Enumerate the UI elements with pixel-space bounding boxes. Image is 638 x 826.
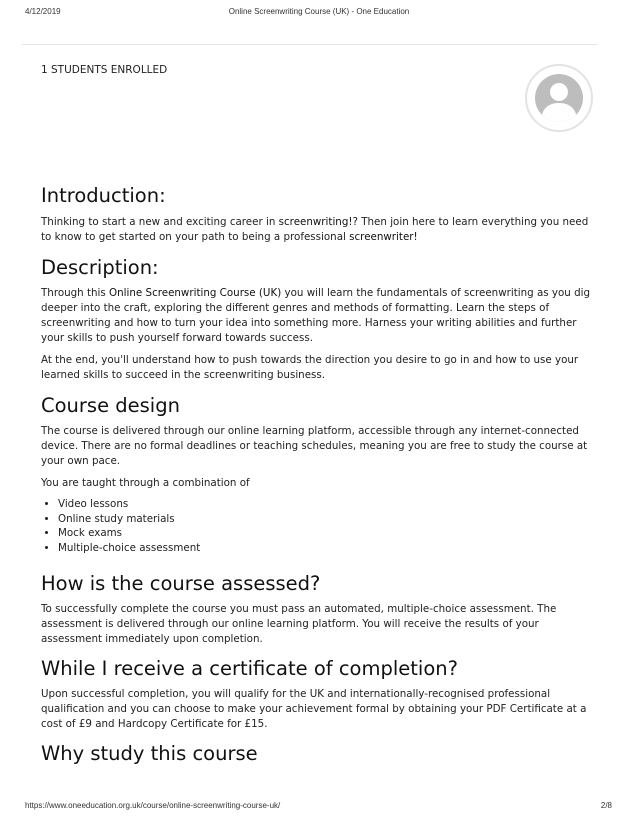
description-paragraph-1: Through this Online Screenwriting Course (UK) you will learn the fundamentals of screenwriting as you dig deeper into the craft, exploring the different genres and methods of formatting. Learn the steps of screenwriting and how to turn your idea into something more. Harness your writing abilities and further your skills to push yourself forward towards success.: [41, 287, 591, 344]
why-study-heading: Why study this course: [41, 742, 258, 765]
course-link[interactable]: Online Screenwriting Course (UK): [109, 287, 282, 299]
divider: [22, 44, 598, 45]
assessment-paragraph: To successfully complete the course you must pass an automated, multiple-choice assessment. The assessment is delivered through our online learning platform. You will receive the results of your assessment immediately upon completion.: [41, 603, 557, 645]
list-item: • Multiple-choice assessment: [58, 541, 601, 556]
description-heading: Description:: [41, 256, 159, 279]
course-content: [41, 183, 601, 767]
course-design-paragraph-2: You are taught through a combination of: [41, 477, 250, 489]
certificate-paragraph: Upon successful completion, you will qualify for the UK and internationally-recognised professional qualification and you can choose to make your achievement formal by obtaining your PDF Certificate at a cost of £9 and Hardcopy Certificate for £15.: [41, 688, 587, 730]
print-date: 4/12/2019: [25, 7, 61, 16]
person-silhouette-icon: [535, 74, 583, 122]
list-item: • Online study materials: [58, 512, 601, 527]
course-design-heading: Course design: [41, 394, 180, 417]
introduction-heading: Introduction:: [41, 184, 166, 207]
list-item: • Mock exams: [58, 526, 601, 541]
screenwriting-link[interactable]: screenwriting!: [278, 216, 353, 228]
print-title: Online Screenwriting Course (UK) - One Education: [228, 7, 410, 16]
page-number: 2/8: [600, 801, 612, 810]
teaching-methods-list: [41, 497, 601, 555]
description-paragraph-2: At the end, you'll understand how to push towards the direction you desire to go in and how to use your learned skills to succeed in the screenwriting business.: [41, 354, 579, 381]
assessment-heading: How is the course assessed?: [41, 572, 321, 595]
page-url: https://www.oneeducation.org.uk/course/online-screenwriting-course-uk/: [25, 801, 281, 810]
user-avatar-icon: [525, 64, 593, 132]
screenwriter-link[interactable]: screenwriter!: [349, 231, 418, 243]
course-design-paragraph-1: The course is delivered through our online learning platform, accessible through any internet-connected device. There are no formal deadlines or teaching schedules, meaning you are free to study the course at your own pace.: [41, 425, 588, 467]
certificate-heading: While I receive a certificate of completion?: [41, 657, 458, 680]
list-item: • Video lessons: [58, 497, 601, 512]
introduction-text: Thinking to start a new and exciting career in screenwriting!? Then join here to learn everything you need to know to get started on your path to being a professional screenwriter!: [41, 216, 589, 243]
students-enrolled-label: 1 STUDENTS ENROLLED: [41, 64, 168, 76]
